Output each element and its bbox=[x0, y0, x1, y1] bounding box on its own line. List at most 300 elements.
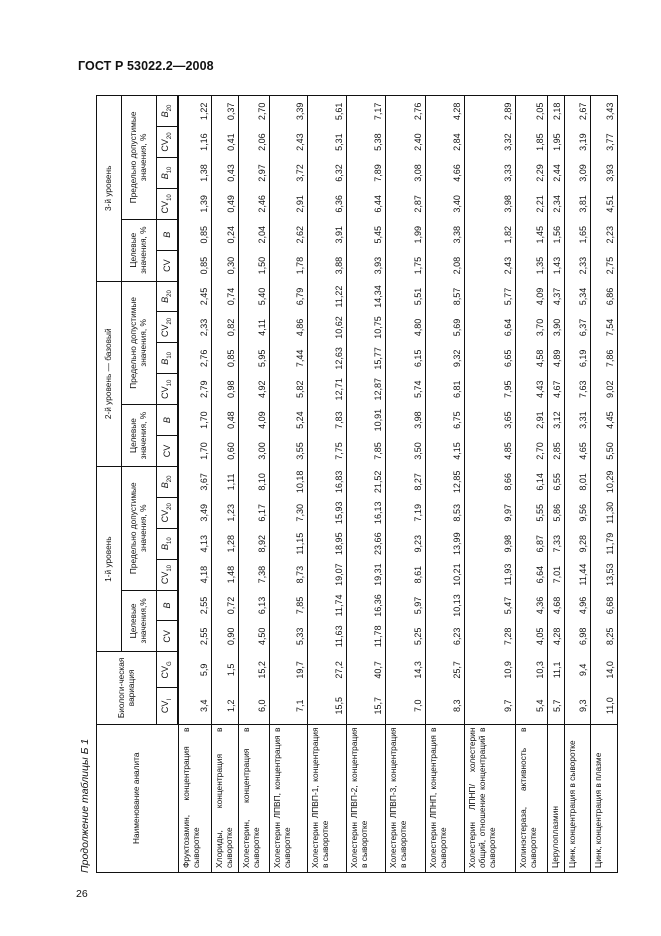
table-cell: 4,13 bbox=[178, 528, 211, 559]
table-cell: 3,72 bbox=[269, 158, 307, 189]
table-cell: 10,21 bbox=[425, 559, 464, 590]
table-cell: 2,85 bbox=[547, 436, 564, 467]
table-cell: 3,50 bbox=[385, 436, 425, 467]
column-label: B bbox=[161, 417, 172, 424]
table-cell: 2,91 bbox=[515, 405, 547, 436]
table-cell: 15,93 bbox=[307, 497, 346, 528]
table-cell: 3,81 bbox=[564, 188, 590, 219]
table-cell: 19,7 bbox=[269, 652, 307, 688]
table-cell: 7,0 bbox=[385, 688, 425, 724]
column-label-subscript: 10 bbox=[166, 564, 173, 572]
table-cell: 9,32 bbox=[425, 343, 464, 374]
header-level-col bbox=[157, 436, 179, 467]
column-label: B bbox=[160, 544, 171, 551]
table-cell: 27,2 bbox=[307, 652, 346, 688]
table-cell: 6,14 bbox=[515, 466, 547, 497]
table-cell: 0,85 bbox=[211, 343, 238, 374]
table-cell: 5,47 bbox=[464, 590, 515, 621]
column-label: CV bbox=[160, 200, 171, 214]
header-level-col bbox=[157, 188, 179, 219]
column-label: B bbox=[161, 602, 172, 609]
header-limit-values: Предельно допустимые значения, % bbox=[122, 281, 157, 405]
table-cell: 11,78 bbox=[346, 621, 385, 652]
analyte-name: Фруктозамин, концентрация в сыворотке bbox=[178, 724, 211, 872]
column-label-subscript: 20 bbox=[166, 132, 173, 140]
table-cell: 3,67 bbox=[178, 466, 211, 497]
header-level-col bbox=[157, 528, 179, 559]
table-cell: 1,70 bbox=[178, 405, 211, 436]
table-cell: 9,98 bbox=[464, 528, 515, 559]
table-cell: 8,27 bbox=[385, 466, 425, 497]
table-cell: 2,45 bbox=[178, 281, 211, 312]
table-cell: 5,95 bbox=[238, 343, 269, 374]
table-cell: 0,30 bbox=[211, 250, 238, 281]
header-level-1: 1-й уровень bbox=[97, 466, 122, 651]
table-cell: 0,60 bbox=[211, 436, 238, 467]
table-caption: Продолжение таблицы Б 1 bbox=[79, 738, 91, 873]
analyte-name: Цинк, концентрация в сыворотке bbox=[564, 724, 590, 872]
table-cell: 14,34 bbox=[346, 281, 385, 312]
table-cell: 2,87 bbox=[385, 188, 425, 219]
table-cell: 2,43 bbox=[269, 127, 307, 158]
table-cell: 4,51 bbox=[590, 188, 617, 219]
table-cell: 7,28 bbox=[464, 621, 515, 652]
header-level-col bbox=[157, 559, 179, 590]
table-cell: 5,38 bbox=[346, 127, 385, 158]
table-cell: 2,70 bbox=[238, 96, 269, 127]
table-cell: 0,37 bbox=[211, 96, 238, 127]
table-cell: 0,72 bbox=[211, 590, 238, 621]
column-label-subscript: 10 bbox=[166, 537, 173, 545]
table-cell: 15,2 bbox=[238, 652, 269, 688]
header-level-col bbox=[157, 281, 179, 312]
page-number: 26 bbox=[76, 888, 88, 900]
table-cell: 2,33 bbox=[178, 312, 211, 343]
header-level-col bbox=[157, 343, 179, 374]
table-cell: 5,31 bbox=[307, 127, 346, 158]
table-row bbox=[464, 96, 515, 873]
table-cell: 8,25 bbox=[590, 621, 617, 652]
table-cell: 4,67 bbox=[547, 374, 564, 405]
table-cell: 4,05 bbox=[515, 621, 547, 652]
column-label: CV bbox=[160, 571, 171, 585]
table-cell: 0,41 bbox=[211, 127, 238, 158]
table-cell: 9,97 bbox=[464, 497, 515, 528]
table-row bbox=[346, 96, 385, 873]
table-cell: 6,15 bbox=[385, 343, 425, 374]
table-cell: 1,11 bbox=[211, 466, 238, 497]
table-cell: 4,86 bbox=[269, 312, 307, 343]
table-cell: 9,7 bbox=[464, 688, 515, 724]
table-row bbox=[515, 96, 547, 873]
table-cell: 7,54 bbox=[590, 312, 617, 343]
table-cell: 3,19 bbox=[564, 127, 590, 158]
table-cell: 6,23 bbox=[425, 621, 464, 652]
table-cell: 4,45 bbox=[590, 405, 617, 436]
table-row bbox=[269, 96, 307, 873]
table-cell: 1,5 bbox=[211, 652, 238, 688]
table-row bbox=[238, 96, 269, 873]
table-cell: 7,30 bbox=[269, 497, 307, 528]
table-cell: 2,29 bbox=[515, 158, 547, 189]
table-cell: 2,18 bbox=[547, 96, 564, 127]
document-title: ГОСТ Р 53022.2—2008 bbox=[78, 59, 214, 73]
table-cell: 2,04 bbox=[238, 219, 269, 250]
table-cell: 1,43 bbox=[547, 250, 564, 281]
header-target-values: Целевые значения,% bbox=[122, 590, 157, 652]
table-cell: 7,83 bbox=[307, 405, 346, 436]
analyte-name: Хлориды, концентрация в сыворотке bbox=[211, 724, 238, 872]
analyte-name: Холинэстераза, активность в сыворотке bbox=[515, 724, 547, 872]
table-cell: 1,16 bbox=[178, 127, 211, 158]
table-cell: 1,75 bbox=[385, 250, 425, 281]
table-cell: 16,13 bbox=[346, 497, 385, 528]
table-cell: 4,96 bbox=[564, 590, 590, 621]
table-cell: 7,86 bbox=[590, 343, 617, 374]
column-label: B bbox=[160, 358, 171, 365]
header-level-col bbox=[157, 96, 179, 127]
table-cell: 5,77 bbox=[464, 281, 515, 312]
table-cell: 7,01 bbox=[547, 559, 564, 590]
table-cell: 12,71 bbox=[307, 374, 346, 405]
table-cell: 3,39 bbox=[269, 96, 307, 127]
analyte-name: Холестерин ЛПВП-1, концентрация в сыворотке bbox=[307, 724, 346, 872]
table-cell: 10,75 bbox=[346, 312, 385, 343]
table-cell: 9,28 bbox=[564, 528, 590, 559]
analyte-name: Холестерин ЛПВП, концентрация в сыворотке bbox=[269, 724, 307, 872]
table-cell: 5,82 bbox=[269, 374, 307, 405]
table-cell: 4,18 bbox=[178, 559, 211, 590]
header-level-col bbox=[157, 158, 179, 189]
column-label-subscript: 20 bbox=[166, 290, 173, 297]
table-cell: 4,36 bbox=[515, 590, 547, 621]
table-cell: 4,58 bbox=[515, 343, 547, 374]
column-label-subscript: 10 bbox=[166, 194, 173, 201]
table-cell: 2,05 bbox=[515, 96, 547, 127]
table-cell: 12,87 bbox=[346, 374, 385, 405]
table-row bbox=[178, 96, 211, 873]
analyte-name: Холестерин ЛПНП, концентрация в сыворотке bbox=[425, 724, 464, 872]
table-cell: 1,95 bbox=[547, 127, 564, 158]
table-cell: 8,3 bbox=[425, 688, 464, 724]
table-cell: 2,06 bbox=[238, 127, 269, 158]
table-cell: 4,28 bbox=[425, 96, 464, 127]
table-cell: 9,23 bbox=[385, 528, 425, 559]
table-cell: 4,89 bbox=[547, 343, 564, 374]
table-cell: 3,98 bbox=[385, 405, 425, 436]
header-level-col bbox=[157, 312, 179, 343]
table-cell: 25,7 bbox=[425, 652, 464, 688]
table-row bbox=[547, 96, 564, 873]
column-label-subscript: 20 bbox=[166, 475, 173, 483]
column-label: CV bbox=[160, 509, 171, 523]
table-cell: 5,97 bbox=[385, 590, 425, 621]
table-row bbox=[425, 96, 464, 873]
table-cell: 2,75 bbox=[590, 250, 617, 281]
table-cell: 11,22 bbox=[307, 281, 346, 312]
table-cell: 2,79 bbox=[178, 374, 211, 405]
table-cell: 3,00 bbox=[238, 436, 269, 467]
table-cell: 5,9 bbox=[178, 652, 211, 688]
header-level-3: 3-й уровень bbox=[97, 96, 122, 282]
table-cell: 0,85 bbox=[178, 219, 211, 250]
table-cell: 8,53 bbox=[425, 497, 464, 528]
table-cell: 1,39 bbox=[178, 188, 211, 219]
table-cell: 1,82 bbox=[464, 219, 515, 250]
table-cell: 4,09 bbox=[238, 405, 269, 436]
table-cell: 2,70 bbox=[515, 436, 547, 467]
column-label-subscript: 10 bbox=[166, 379, 173, 387]
analyte-name: Холестерин, концентрация в сыворотке bbox=[238, 724, 269, 872]
table-cell: 0,74 bbox=[211, 281, 238, 312]
table-cell: 7,85 bbox=[269, 590, 307, 621]
table-cell: 9,3 bbox=[564, 688, 590, 724]
table-cell: 2,44 bbox=[547, 158, 564, 189]
table-cell: 7,33 bbox=[547, 528, 564, 559]
table-cell: 5,33 bbox=[269, 621, 307, 652]
analyte-name: Цинк, концентрация в плазме bbox=[590, 724, 617, 872]
table-cell: 3,12 bbox=[547, 405, 564, 436]
header-bio-col bbox=[157, 652, 179, 688]
table-cell: 8,73 bbox=[269, 559, 307, 590]
table-cell: 10,62 bbox=[307, 312, 346, 343]
table-cell: 16,83 bbox=[307, 466, 346, 497]
table-cell: 6,79 bbox=[269, 281, 307, 312]
table-cell: 5,25 bbox=[385, 621, 425, 652]
table-cell: 0,90 bbox=[211, 621, 238, 652]
header-level-col bbox=[157, 250, 179, 281]
table-cell: 6,37 bbox=[564, 312, 590, 343]
table-cell: 5,51 bbox=[385, 281, 425, 312]
table-cell: 8,57 bbox=[425, 281, 464, 312]
table-cell: 0,24 bbox=[211, 219, 238, 250]
table-cell: 2,97 bbox=[238, 158, 269, 189]
table-cell: 2,76 bbox=[385, 96, 425, 127]
table-cell: 3,77 bbox=[590, 127, 617, 158]
table-cell: 6,64 bbox=[464, 312, 515, 343]
table-cell: 2,76 bbox=[178, 343, 211, 374]
table-cell: 1,2 bbox=[211, 688, 238, 724]
table-cell: 0,43 bbox=[211, 158, 238, 189]
table-cell: 6,86 bbox=[590, 281, 617, 312]
table-cell: 11,0 bbox=[590, 688, 617, 724]
table-cell: 3,88 bbox=[307, 250, 346, 281]
table-cell: 7,75 bbox=[307, 436, 346, 467]
table-cell: 7,85 bbox=[346, 436, 385, 467]
column-label: CV bbox=[160, 665, 171, 679]
table-cell: 2,67 bbox=[564, 96, 590, 127]
table-cell: 5,50 bbox=[590, 436, 617, 467]
column-label: CV bbox=[160, 700, 171, 714]
header-limit-values: Предельно допустимые значения, % bbox=[122, 466, 157, 590]
table-cell: 2,33 bbox=[564, 250, 590, 281]
table-cell: 7,19 bbox=[385, 497, 425, 528]
table-cell: 3,32 bbox=[464, 127, 515, 158]
table-cell: 13,53 bbox=[590, 559, 617, 590]
column-label: CV bbox=[160, 324, 171, 338]
rotated-table-container bbox=[96, 95, 615, 873]
table-row bbox=[590, 96, 617, 873]
table-cell: 2,34 bbox=[547, 188, 564, 219]
table-cell: 5,34 bbox=[564, 281, 590, 312]
table-cell: 0,49 bbox=[211, 188, 238, 219]
table-cell: 4,43 bbox=[515, 374, 547, 405]
table-cell: 3,4 bbox=[178, 688, 211, 724]
table-cell: 1,65 bbox=[564, 219, 590, 250]
table-cell: 12,63 bbox=[307, 343, 346, 374]
table-cell: 2,55 bbox=[178, 621, 211, 652]
table-cell: 6,64 bbox=[515, 559, 547, 590]
header-level-col bbox=[157, 621, 179, 652]
table-cell: 15,7 bbox=[346, 688, 385, 724]
table-cell: 11,93 bbox=[464, 559, 515, 590]
table-cell: 3,31 bbox=[564, 405, 590, 436]
table-cell: 7,38 bbox=[238, 559, 269, 590]
table-cell: 18,95 bbox=[307, 528, 346, 559]
table-cell: 8,01 bbox=[564, 466, 590, 497]
table-cell: 2,08 bbox=[425, 250, 464, 281]
table-cell: 1,45 bbox=[515, 219, 547, 250]
table-cell: 1,99 bbox=[385, 219, 425, 250]
table-cell: 4,37 bbox=[547, 281, 564, 312]
header-level-col bbox=[157, 466, 179, 497]
table-cell: 6,55 bbox=[547, 466, 564, 497]
header-limit-values: Предельно допустимые значения, % bbox=[122, 96, 157, 220]
table-cell: 5,86 bbox=[547, 497, 564, 528]
table-cell: 6,68 bbox=[590, 590, 617, 621]
table-cell: 11,44 bbox=[564, 559, 590, 590]
table-cell: 9,56 bbox=[564, 497, 590, 528]
table-cell: 9,02 bbox=[590, 374, 617, 405]
table-cell: 11,74 bbox=[307, 590, 346, 621]
table-cell: 4,50 bbox=[238, 621, 269, 652]
table-cell: 4,09 bbox=[515, 281, 547, 312]
table-cell: 5,4 bbox=[515, 688, 547, 724]
table-cell: 10,9 bbox=[464, 652, 515, 688]
table-cell: 8,66 bbox=[464, 466, 515, 497]
table-cell: 3,55 bbox=[269, 436, 307, 467]
table-cell: 0,48 bbox=[211, 405, 238, 436]
column-label-subscript: 10 bbox=[166, 351, 173, 359]
table-cell: 5,69 bbox=[425, 312, 464, 343]
column-label-subscript: 20 bbox=[166, 317, 173, 325]
table-row bbox=[385, 96, 425, 873]
table-cell: 3,93 bbox=[590, 158, 617, 189]
column-label: B bbox=[160, 296, 171, 303]
table-cell: 6,17 bbox=[238, 497, 269, 528]
table-cell: 7,63 bbox=[564, 374, 590, 405]
header-level-2: 2-й уровень — базовый bbox=[97, 281, 122, 466]
column-label-subscript: 20 bbox=[166, 104, 173, 112]
table-cell: 6,36 bbox=[307, 188, 346, 219]
table-cell: 2,43 bbox=[464, 250, 515, 281]
header-target-values: Целевые значения, % bbox=[122, 405, 157, 467]
column-label: CV bbox=[160, 139, 171, 152]
table-cell: 3,33 bbox=[464, 158, 515, 189]
table-cell: 3,65 bbox=[464, 405, 515, 436]
table-cell: 13,99 bbox=[425, 528, 464, 559]
table-cell: 7,89 bbox=[346, 158, 385, 189]
table-cell: 6,81 bbox=[425, 374, 464, 405]
analyte-name: Холестерин ЛПНП/ холестерин общий, отношение концентраций в сыворотке bbox=[464, 724, 515, 872]
table-cell: 2,89 bbox=[464, 96, 515, 127]
table-cell: 11,79 bbox=[590, 528, 617, 559]
column-label: CV bbox=[161, 259, 172, 272]
table-cell: 14,3 bbox=[385, 652, 425, 688]
table-cell: 6,19 bbox=[564, 343, 590, 374]
table-cell: 3,91 bbox=[307, 219, 346, 250]
table-cell: 11,30 bbox=[590, 497, 617, 528]
table-cell: 19,07 bbox=[307, 559, 346, 590]
column-label: CV bbox=[161, 630, 172, 643]
table-cell: 4,66 bbox=[425, 158, 464, 189]
table-cell: 5,24 bbox=[269, 405, 307, 436]
table-cell: 6,65 bbox=[464, 343, 515, 374]
table-cell: 1,85 bbox=[515, 127, 547, 158]
table-cell: 8,61 bbox=[385, 559, 425, 590]
column-label: B bbox=[161, 231, 172, 238]
table-cell: 8,92 bbox=[238, 528, 269, 559]
table-cell: 10,91 bbox=[346, 405, 385, 436]
table-cell: 11,15 bbox=[269, 528, 307, 559]
table-cell: 3,40 bbox=[425, 188, 464, 219]
table-cell: 10,13 bbox=[425, 590, 464, 621]
table-cell: 2,84 bbox=[425, 127, 464, 158]
table-cell: 3,38 bbox=[425, 219, 464, 250]
table-cell: 3,70 bbox=[515, 312, 547, 343]
data-table bbox=[96, 95, 618, 873]
column-label: B bbox=[160, 173, 171, 180]
table-cell: 3,90 bbox=[547, 312, 564, 343]
analyte-name: Холестерин ЛПВП-3, концентрация в сыворотке bbox=[385, 724, 425, 872]
header-level-col bbox=[157, 497, 179, 528]
table-cell: 3,49 bbox=[178, 497, 211, 528]
header-target-values: Целевые значения, % bbox=[122, 219, 157, 281]
table-cell: 8,10 bbox=[238, 466, 269, 497]
table-cell: 11,63 bbox=[307, 621, 346, 652]
column-label: CV bbox=[161, 444, 172, 458]
table-cell: 5,55 bbox=[515, 497, 547, 528]
table-cell: 2,40 bbox=[385, 127, 425, 158]
table-cell: 4,68 bbox=[547, 590, 564, 621]
table-cell: 5,74 bbox=[385, 374, 425, 405]
table-cell: 6,44 bbox=[346, 188, 385, 219]
table-cell: 1,50 bbox=[238, 250, 269, 281]
table-cell: 1,56 bbox=[547, 219, 564, 250]
table-cell: 0,85 bbox=[178, 250, 211, 281]
table-cell: 3,09 bbox=[564, 158, 590, 189]
table-row bbox=[211, 96, 238, 873]
column-label: B bbox=[160, 111, 171, 118]
column-label-subscript: I bbox=[166, 698, 173, 701]
table-cell: 9,4 bbox=[564, 652, 590, 688]
table-cell: 15,77 bbox=[346, 343, 385, 374]
table-cell: 3,08 bbox=[385, 158, 425, 189]
table-cell: 6,13 bbox=[238, 590, 269, 621]
header-level-col bbox=[157, 590, 179, 621]
table-cell: 16,36 bbox=[346, 590, 385, 621]
table-cell: 4,80 bbox=[385, 312, 425, 343]
table-cell: 19,31 bbox=[346, 559, 385, 590]
table-cell: 7,44 bbox=[269, 343, 307, 374]
table-cell: 2,55 bbox=[178, 590, 211, 621]
table-cell: 40,7 bbox=[346, 652, 385, 688]
table-cell: 6,32 bbox=[307, 158, 346, 189]
table-cell: 3,98 bbox=[464, 188, 515, 219]
table-cell: 1,48 bbox=[211, 559, 238, 590]
table-cell: 21,52 bbox=[346, 466, 385, 497]
table-cell: 2,62 bbox=[269, 219, 307, 250]
